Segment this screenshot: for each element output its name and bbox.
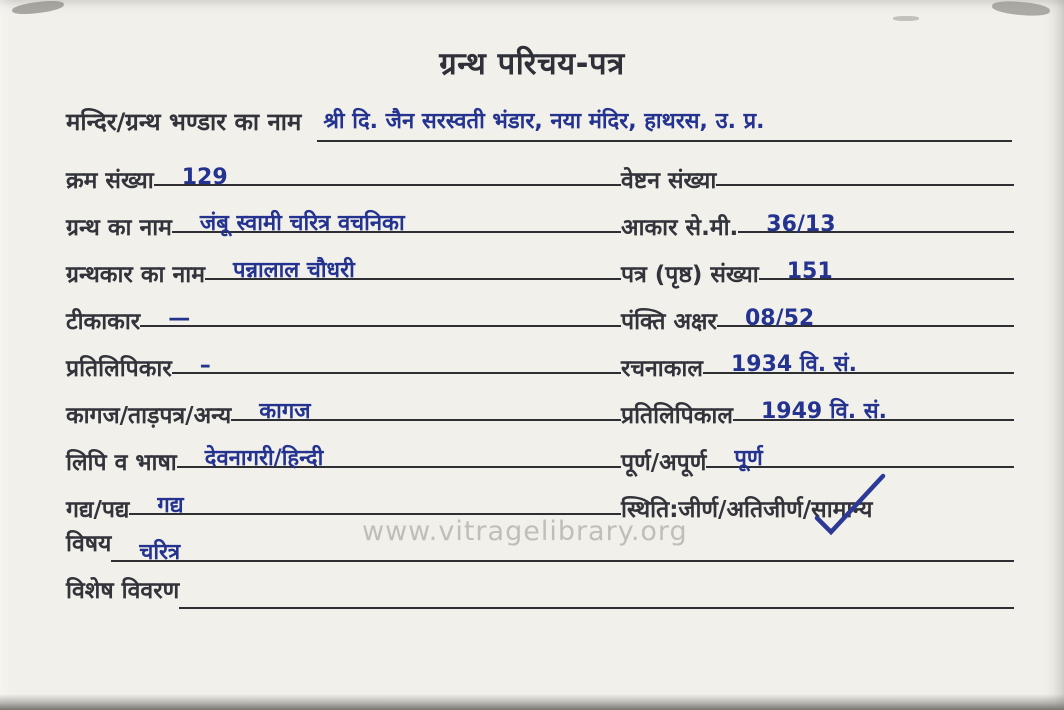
field-value: 129 — [181, 165, 228, 190]
field-line — [608, 184, 621, 186]
field-row — [66, 432, 1014, 479]
field-label: पूर्ण/अपूर्ण — [621, 450, 707, 476]
field-line — [759, 252, 1014, 284]
field-bundle-number — [608, 150, 1014, 197]
field-row — [66, 385, 1014, 432]
field-label: प्रतिलिपिकाल — [621, 403, 733, 429]
field-row — [66, 150, 1014, 197]
field-label: मन्दिर/ग्रन्थ भण्डार का नाम — [66, 108, 302, 136]
page-title: ग्रन्थ परिचय-पत्र — [439, 46, 625, 82]
field-value: — — [168, 306, 191, 331]
field-line — [733, 388, 1014, 424]
field-label: ग्रन्थकार का नाम — [66, 262, 205, 288]
field-label: कागज/ताड़पत्र/अन्य — [66, 403, 232, 429]
field-line — [154, 158, 608, 190]
field-line — [717, 299, 1014, 331]
field-material — [66, 385, 608, 432]
field-script-language — [66, 432, 608, 479]
field-value: गद्य — [157, 493, 184, 518]
field-value: श्री दि. जैन सरस्वती भंडार, नया मंदिर, हाथरस, उ. प्र. — [323, 109, 765, 134]
field-complete-incomplete — [608, 432, 1014, 479]
field-value: 36/13 — [766, 212, 836, 237]
field-size-cm — [608, 197, 1014, 244]
field-line — [231, 388, 608, 424]
field-serial-number — [66, 150, 608, 197]
field-line — [172, 346, 608, 378]
field-copyist — [66, 338, 608, 385]
field-label: विषय — [66, 531, 112, 557]
field-line — [608, 513, 621, 515]
field-label: टीकाकार — [66, 309, 141, 335]
field-commentator — [66, 291, 608, 338]
field-line — [129, 482, 608, 518]
field-line — [179, 573, 1014, 609]
field-value: 08/52 — [744, 306, 815, 331]
field-special-details — [66, 573, 1014, 620]
field-prose-verse — [66, 479, 608, 526]
field-condition — [608, 479, 1014, 526]
field-subject — [66, 526, 1014, 573]
field-label: गद्य/पद्य — [66, 497, 130, 523]
field-label: लिपि व भाषा — [66, 450, 177, 476]
field-value: पूर्ण — [734, 446, 763, 471]
field-granth-name — [66, 197, 608, 244]
field-line — [317, 105, 1012, 142]
field-label: ग्रन्थ का नाम — [66, 215, 172, 241]
field-line — [608, 231, 621, 233]
fields-grid — [66, 150, 1014, 620]
field-value: 1934 वि. सं. — [730, 352, 858, 377]
field-value: 1949 वि. सं. — [760, 399, 888, 424]
field-label: आकार से.मी. — [621, 215, 739, 241]
field-row — [66, 479, 1014, 526]
field-row — [66, 244, 1014, 291]
field-line — [172, 200, 608, 236]
field-value: जंबू स्वामी चरित्र वचनिका — [199, 211, 405, 236]
field-row — [66, 197, 1014, 244]
field-line — [608, 278, 621, 280]
field-line — [608, 419, 621, 421]
field-line — [738, 205, 1014, 237]
field-label: विशेष विवरण — [66, 578, 180, 604]
field-value: सामान्य — [811, 497, 873, 523]
field-line — [608, 466, 621, 468]
field-value: देवनागरी/हिन्दी — [204, 446, 324, 471]
scan-shadow-bottom — [0, 694, 1064, 710]
field-line — [608, 325, 621, 327]
field-line — [608, 372, 621, 374]
field-label: पत्र (पृष्ठ) संख्या — [621, 262, 759, 288]
field-value: – — [199, 353, 211, 378]
field-bhandar-name — [66, 98, 1012, 142]
field-label: प्रतिलिपिकार — [66, 356, 172, 382]
scan-artifact-top-right — [992, 0, 1051, 18]
field-value — [179, 613, 213, 614]
scan-artifact-speck — [893, 16, 919, 21]
field-label: स्थिति:जीर्ण/अतिजीर्ण/ — [621, 497, 812, 523]
field-value: पन्नालाल चौधरी — [232, 258, 355, 283]
field-line — [703, 341, 1014, 377]
field-lines-letters — [608, 291, 1014, 338]
field-page-count — [608, 244, 1014, 291]
field-line — [111, 526, 1014, 565]
field-copy-date — [608, 385, 1014, 432]
field-row — [66, 338, 1014, 385]
field-composition-date — [608, 338, 1014, 385]
field-row — [66, 291, 1014, 338]
field-author-name — [66, 244, 608, 291]
field-value: कागज — [259, 399, 311, 424]
condition-selected-option — [811, 492, 872, 524]
field-label: पंक्ति अक्षर — [621, 309, 717, 335]
field-label: क्रम संख्या — [66, 168, 154, 194]
watermark: www.vitragelibrary.org — [362, 516, 688, 547]
field-line — [140, 299, 608, 331]
field-line — [706, 435, 1014, 471]
field-line — [205, 247, 608, 283]
field-line — [716, 183, 1014, 186]
field-value — [716, 190, 750, 191]
field-label: वेष्टन संख्या — [621, 168, 717, 194]
field-line — [177, 435, 608, 471]
field-value: चरित्र — [139, 540, 181, 565]
field-label: रचनाकाल — [621, 356, 703, 382]
condition-options — [621, 492, 873, 526]
field-value: 151 — [786, 259, 833, 284]
scan-artifact-top-left — [12, 0, 65, 16]
